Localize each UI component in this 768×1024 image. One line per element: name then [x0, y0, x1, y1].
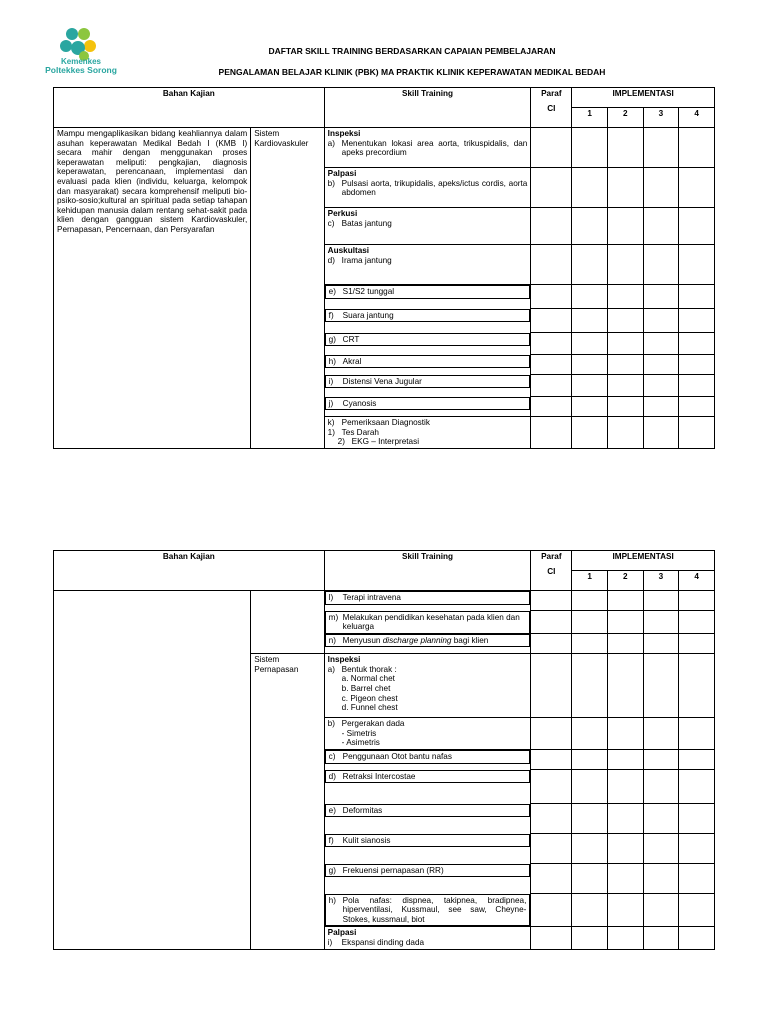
skill-item-text: S1/S2 tunggal: [342, 287, 395, 296]
header-paraf: Paraf: [541, 552, 562, 561]
skill-item-text: Menentukan lokasi area aorta, trikuspidalis, dan apeks precordium: [341, 138, 528, 158]
logo-line1: Kemenkes: [60, 57, 102, 66]
skill-item-text: Kulit sianosis: [342, 835, 391, 845]
item-label: d): [327, 255, 335, 265]
header-paraf: Paraf: [541, 89, 562, 98]
sub-item: - Simetris: [341, 728, 377, 738]
skill-row: [325, 894, 531, 927]
skill-item-text: bagi klien: [451, 635, 489, 645]
item-label: c): [328, 752, 336, 762]
item-label: c): [327, 218, 335, 228]
bahan-kajian-empty: [54, 591, 251, 950]
header-bahan-kajian: Bahan Kajian: [54, 551, 325, 591]
sub-item: d. Funnel chest: [341, 703, 398, 713]
item-label: d): [328, 771, 336, 781]
item-label: a): [327, 138, 335, 148]
skill-item-text: Irama jantung: [341, 255, 392, 265]
skill-item-text: Terapi intravena: [342, 593, 401, 602]
sistem-empty: [251, 591, 324, 654]
skill-row: [324, 168, 531, 208]
skill-row: [324, 417, 531, 449]
skill-row: [325, 309, 531, 323]
item-label: k): [327, 418, 335, 427]
item-label: h): [328, 356, 336, 366]
skill-row: [325, 770, 531, 784]
skill-item-text: Ekspansi dinding dada: [341, 938, 425, 948]
item-label: 2): [337, 437, 345, 447]
skill-row: [325, 864, 531, 878]
sub-item: b. Barrel chet: [341, 683, 391, 693]
skill-item-text: Cyanosis: [342, 398, 377, 408]
header-paraf-ci: [531, 551, 572, 591]
item-label: h): [328, 895, 336, 905]
skill-row: [324, 208, 531, 245]
skill-item-text: Penggunaan Otot bantu nafas: [342, 752, 452, 762]
item-label: f): [328, 835, 334, 845]
item-label: i): [327, 938, 333, 948]
skill-item-text: Frekuensi pernapasan (RR): [342, 865, 444, 875]
skill-item-text: Retraksi Intercostae: [342, 771, 416, 781]
skill-item-text: Akral: [342, 356, 362, 366]
skill-row: [325, 355, 531, 369]
section-inspeksi: Inspeksi: [327, 655, 361, 665]
skill-row: [325, 804, 531, 818]
item-label: m): [328, 612, 339, 622]
section-auskultasi: Auskultasi: [327, 246, 370, 255]
skill-item-text: Distensi Vena Jugular: [342, 376, 422, 386]
skill-row: [324, 654, 531, 718]
impl-col-3: 3: [643, 571, 679, 591]
item-label: g): [328, 334, 336, 344]
skill-item-text: Melakukan pendidikan kesehatan pada klien dan keluarga: [342, 612, 520, 632]
skill-row: [325, 611, 531, 634]
skill-item-text: Pulsasi aorta, trikupidalis, apeks/ictus cordis, aorta abdomen: [341, 178, 528, 198]
header-ci: CI: [547, 566, 556, 576]
skill-item-text: Deformitas: [342, 805, 383, 815]
item-label: b): [327, 719, 335, 729]
impl-col-4: 4: [679, 108, 715, 128]
item-label: a): [327, 664, 335, 674]
skill-row: [325, 285, 531, 299]
impl-col-2: 2: [607, 571, 643, 591]
item-label: g): [328, 865, 336, 875]
sub-item: c. Pigeon chest: [341, 693, 398, 703]
section-perkusi: Perkusi: [327, 209, 358, 218]
skill-row: [325, 397, 531, 411]
sub-item: a. Normal chet: [341, 674, 395, 684]
bahan-kajian-text: Mampu mengaplikasikan bidang keahliannya dalam asuhan keperawatan Medikal Bedah I (KMB I) secara mahir dengan menggunakan proses keperawatan meliputi: pengkajian, diagnosis keperawatan, perencanaan, implementasi dan evaluasi pada klien (individu, keluarga, kelompok dan masyarakat) secara komprehensif meliputi bio-psiko-sosio;kultural an spiritual pada setiap tahapan kehidupan manusia dalam rentang sehat-sakit pada klien dengan gangguan sistem Kardiovaskuler, Pernapasan, Pencernaan, dan Persyarafan: [54, 128, 251, 449]
skill-row: [325, 750, 531, 764]
skill-item-text: Batas jantung: [341, 218, 392, 228]
item-label: e): [328, 805, 336, 815]
skill-item-text-italic: discharge planning: [382, 635, 452, 645]
sistem-kardiovaskuler: Sistem Kardiovaskuler: [251, 128, 324, 449]
item-label: 1): [327, 427, 335, 437]
skill-item-text: Bentuk thorak :: [341, 664, 397, 674]
item-label: l): [328, 593, 334, 602]
skill-item-text: CRT: [342, 334, 360, 344]
header-skill-training: Skill Training: [324, 551, 531, 591]
header-implementasi: IMPLEMENTASI: [572, 88, 715, 108]
document-title-2: PENGALAMAN BELAJAR KLINIK (PBK) MA PRAKTIK KLINIK KEPERAWATAN MEDIKAL BEDAH: [218, 67, 606, 77]
item-label: i): [328, 376, 334, 386]
skill-row: [325, 375, 531, 389]
section-inspeksi: Inspeksi: [327, 129, 361, 138]
skill-table-2: [53, 550, 715, 950]
sub-item: - Asimetris: [341, 738, 380, 748]
skill-row: [324, 927, 531, 949]
item-label: b): [327, 178, 335, 188]
impl-col-3: 3: [643, 108, 679, 128]
header-skill-training: Skill Training: [324, 88, 531, 128]
section-palpasi: Palpasi: [327, 928, 357, 938]
header-implementasi: IMPLEMENTASI: [572, 551, 715, 571]
impl-col-4: 4: [679, 571, 715, 591]
skill-row: [325, 834, 531, 848]
header-ci: CI: [547, 103, 556, 113]
skill-item-text: Tes Darah: [341, 427, 379, 437]
skill-item-text: Pergerakan dada: [341, 719, 405, 729]
skill-row: [324, 245, 531, 285]
skill-item-text: EKG – Interpretasi: [351, 437, 420, 447]
skill-table-1: [53, 87, 715, 449]
item-label: f): [328, 310, 334, 320]
skill-row: [324, 718, 531, 750]
skill-item-text: Pemeriksaan Diagnostik: [341, 418, 430, 427]
header-paraf-ci: [531, 88, 572, 128]
section-palpasi: Palpasi: [327, 169, 357, 178]
item-label: j): [328, 398, 334, 408]
impl-col-1: 1: [572, 571, 608, 591]
item-label: n): [328, 635, 336, 645]
skill-row: [325, 333, 531, 347]
item-label: e): [328, 287, 336, 296]
skill-row: [325, 634, 531, 648]
impl-col-1: 1: [572, 108, 608, 128]
sistem-pernapasan: Sistem Pernapasan: [251, 654, 324, 949]
skill-row: [325, 591, 531, 605]
skill-item-text: Pola nafas: dispnea, takipnea, bradipnea, hiperventilasi, Kussmaul, see saw, Cheyne-Stokes, kussmaul, biot: [342, 895, 527, 924]
logo-line2: Poltekkes Sorong: [45, 65, 117, 75]
skill-item-text: Menyusun: [342, 635, 383, 645]
header-bahan-kajian: Bahan Kajian: [54, 88, 325, 128]
skill-row: [324, 128, 531, 168]
impl-col-2: 2: [607, 108, 643, 128]
skill-item-text: Suara jantung: [342, 310, 394, 320]
document-title-1: DAFTAR SKILL TRAINING BERDASARKAN CAPAIAN PEMBELAJARAN: [268, 46, 556, 56]
